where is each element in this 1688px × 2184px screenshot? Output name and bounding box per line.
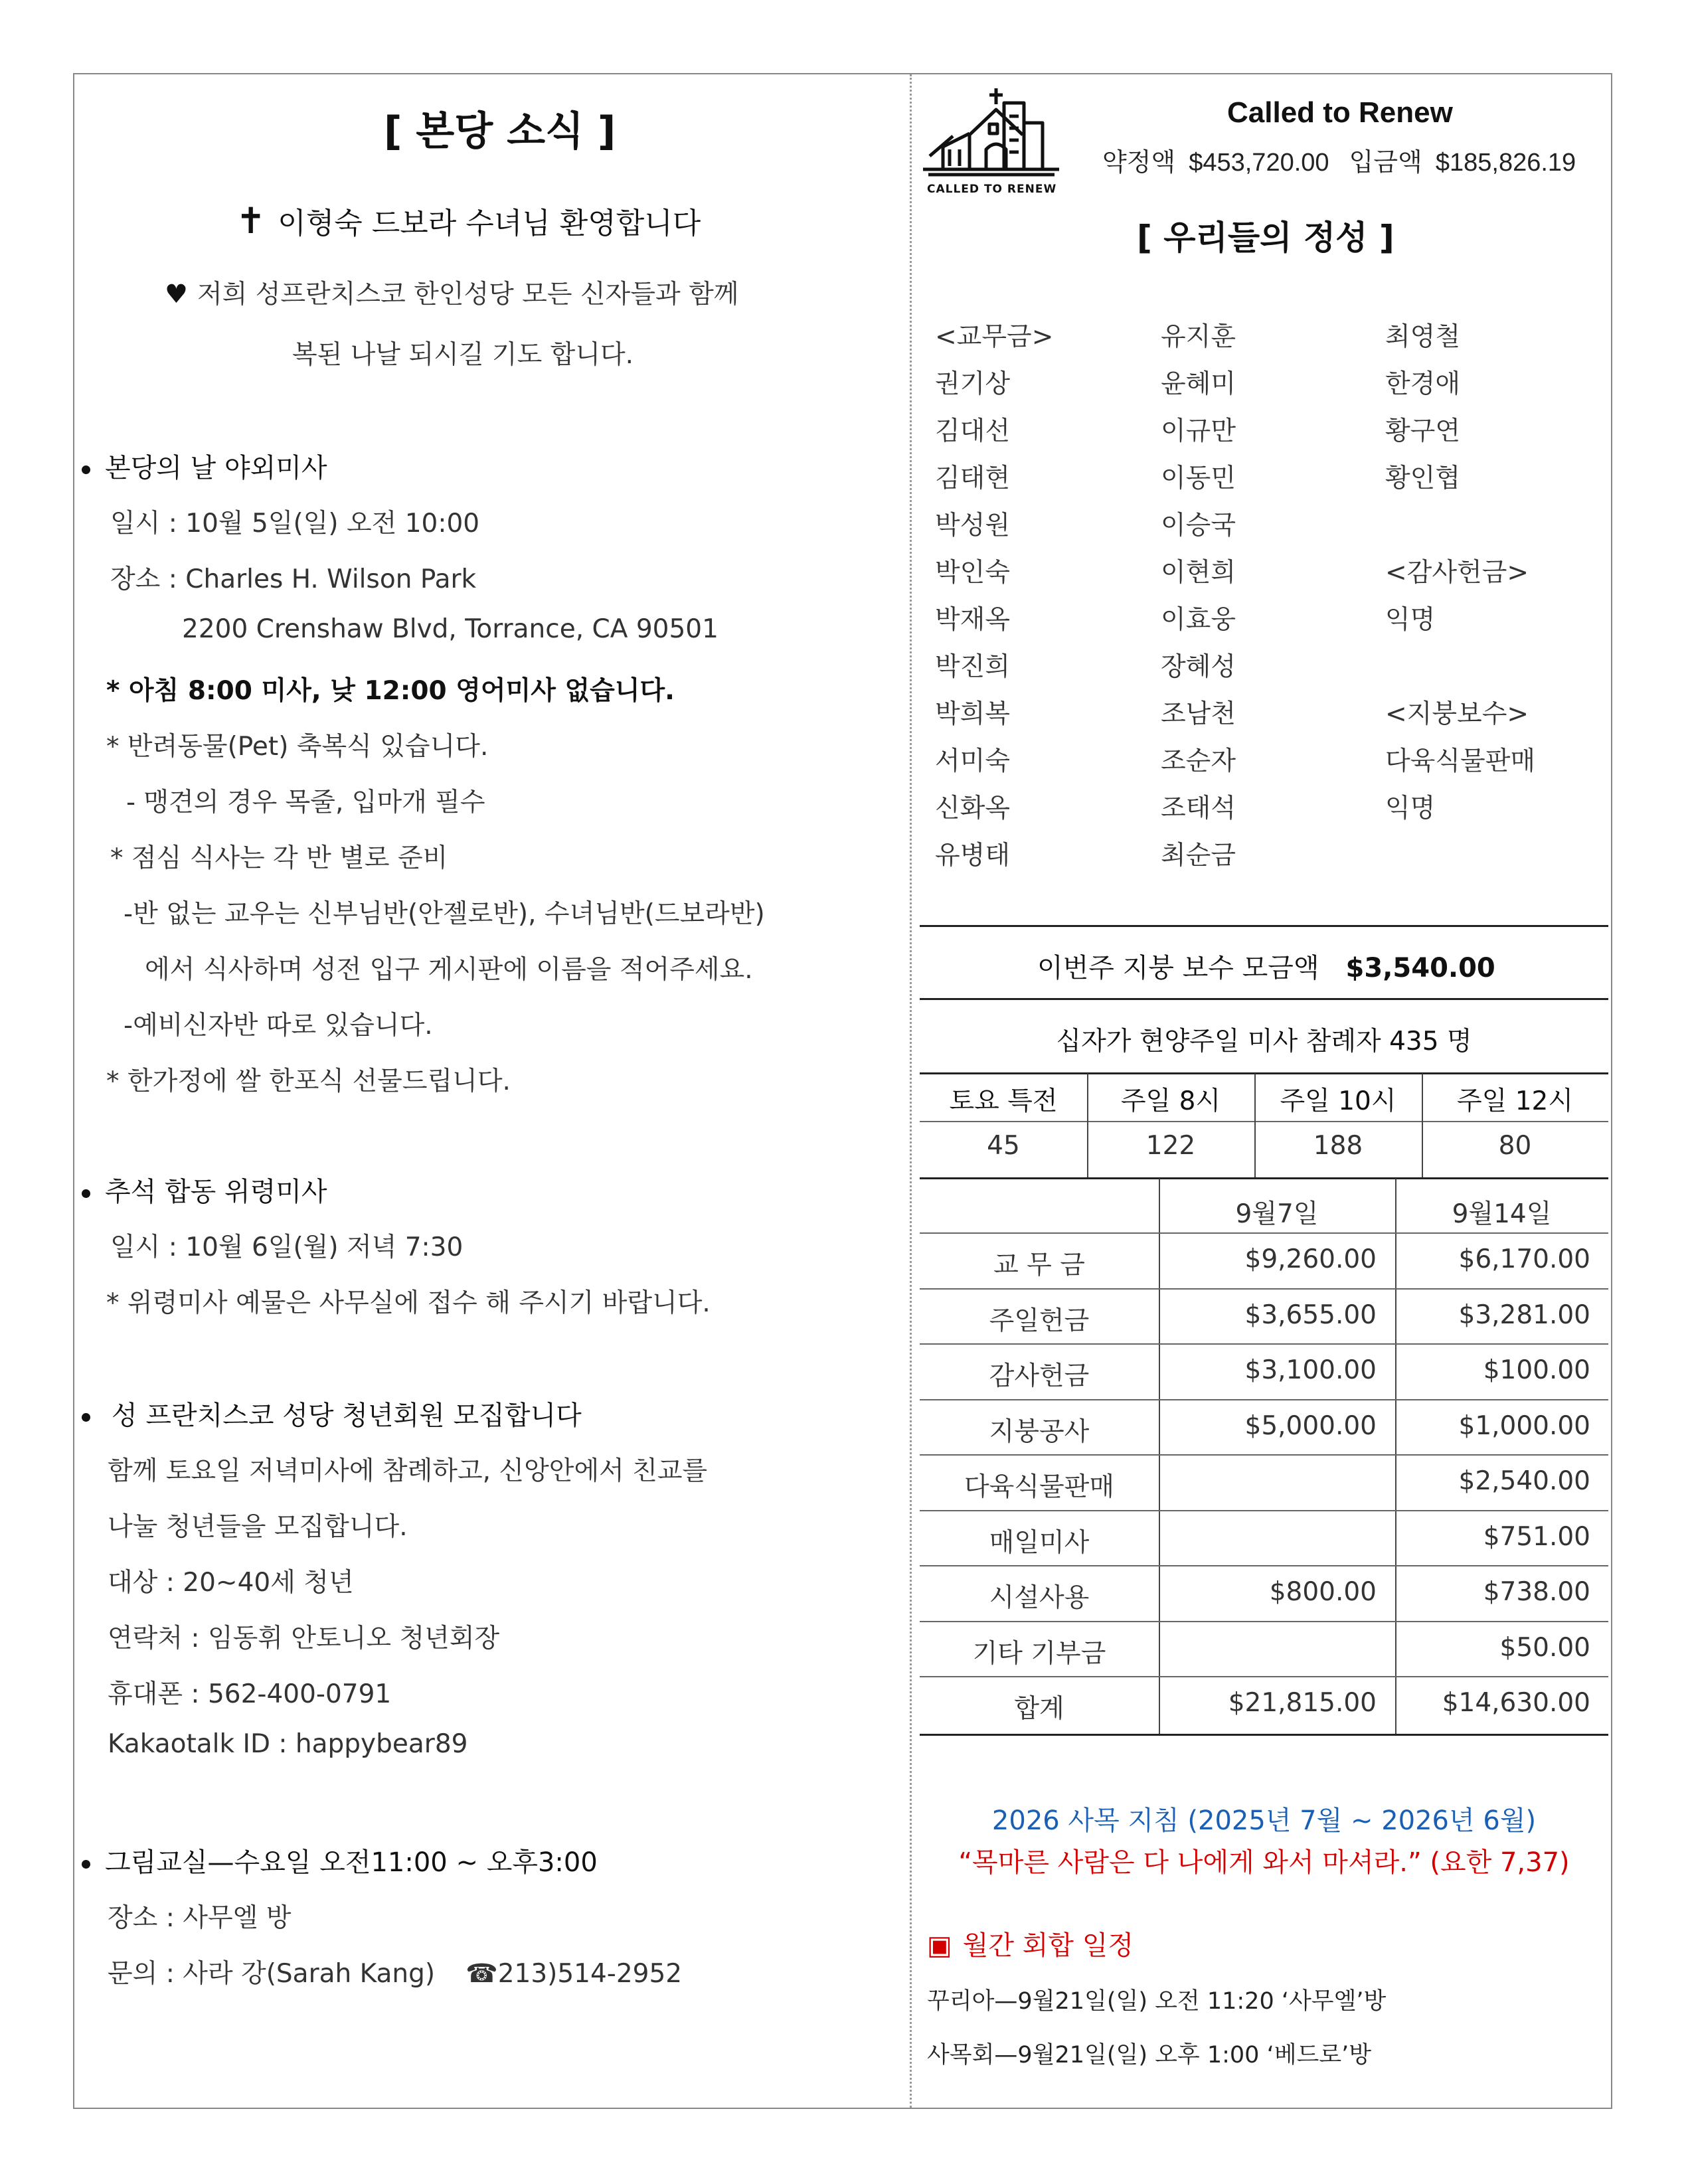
row-rule [920, 1621, 1608, 1622]
finance-value-week2: $3,281.00 [1458, 1300, 1590, 1330]
memorial-note: * 위령미사 예물은 사무실에 접수 해 주시기 바랍니다. [106, 1288, 711, 1318]
finance-label: 합계 [1014, 1694, 1064, 1724]
name-item: 박희복 [935, 699, 1011, 729]
feast-note-no-mass: * 아침 8:00 미사, 낮 12:00 영어미사 없습니다. [106, 676, 675, 706]
art-inquiry-row [108, 1953, 682, 1990]
name-item: 최영철 [1385, 322, 1461, 352]
name-item: 이규만 [1161, 416, 1236, 446]
row-rule [920, 1454, 1608, 1456]
memorial-title-row [82, 1171, 327, 1209]
finance-value-week2: $6,170.00 [1458, 1244, 1590, 1274]
name-item: 최순금 [1161, 841, 1236, 871]
name-item: 이동민 [1161, 463, 1236, 493]
finance-value-week1: $3,655.00 [1244, 1300, 1377, 1330]
pastoral-quote: “목마른 사람은 다 나에게 와서 마셔라.” (요한 7,37) [958, 1847, 1570, 1878]
rule [920, 1177, 1608, 1179]
names-col3 [1385, 316, 1535, 835]
bullet-icon [82, 465, 90, 474]
feast-note-catechumen: -예비신자반 따로 있습니다. [124, 1011, 433, 1041]
memorial-date: 일시 : 10월 6일(월) 저녁 7:30 [110, 1232, 464, 1262]
welcome-line1-row [165, 274, 738, 311]
finance-value-week1: $5,000.00 [1244, 1410, 1377, 1441]
row-rule [920, 1232, 1608, 1234]
attendance-value: 122 [1145, 1131, 1196, 1161]
name-item: 이현희 [1161, 558, 1236, 588]
meeting-item: 꾸리아—9월21일(일) 오전 11:20 ‘사무엘’방 [927, 1988, 1387, 2015]
column-divider [910, 74, 912, 2108]
pledge-value: $453,720.00 [1189, 149, 1329, 177]
youth-line1: 함께 토요일 저녁미사에 참례하고, 신앙안에서 친교를 [108, 1456, 708, 1486]
welcome-line1: 저희 성프란치스코 한인성당 모든 신자들과 함께 [197, 280, 739, 309]
rule [920, 998, 1608, 1000]
names-col2 [1161, 316, 1236, 882]
name-item: 이승국 [1161, 511, 1236, 541]
roof-total-row [1037, 947, 1495, 985]
finance-value-week2: $751.00 [1483, 1521, 1590, 1552]
row-rule [920, 1676, 1608, 1677]
finance-label: 매일미사 [989, 1527, 1090, 1558]
feast-date: 일시 : 10월 5일(일) 오전 10:00 [110, 509, 480, 539]
name-item: 박인숙 [935, 558, 1011, 588]
finance-value-week2: $50.00 [1499, 1632, 1590, 1663]
name-item: 신화옥 [935, 794, 1011, 823]
feast-note-lunch: * 점심 식사는 각 반 별로 준비 [110, 843, 448, 873]
bullet-icon [82, 1189, 90, 1198]
feast-note-leash: - 맹견의 경우 목줄, 입마개 필수 [126, 788, 485, 817]
finance-value-week1: $9,260.00 [1244, 1244, 1377, 1274]
attendance-header: 토요 특전 [949, 1086, 1058, 1116]
art-title-row [82, 1841, 598, 1879]
left-section-title: [ 본당 소식 ] [384, 108, 616, 155]
row-rule [920, 1510, 1608, 1511]
paid-label: 입금액 [1349, 147, 1422, 177]
roof-total-value: $3,540.00 [1345, 953, 1495, 983]
row-rule [920, 1343, 1608, 1345]
roof-total-label: 이번주 지붕 보수 모금액 [1037, 953, 1319, 983]
youth-title: 성 프란치스코 성당 청년회원 모집합니다 [112, 1400, 582, 1431]
pledge-label: 약정액 [1102, 147, 1176, 177]
welcome-headline: 이형숙 드보라 수녀님 환영합니다 [278, 207, 701, 240]
name-item: 박진희 [935, 652, 1011, 682]
attendance-header: 주일 10시 [1280, 1086, 1396, 1116]
art-tel: ☎213)514-2952 [465, 1959, 683, 1989]
finance-value-week2: $14,630.00 [1442, 1688, 1590, 1718]
name-item: 조남천 [1161, 699, 1236, 729]
meeting-item: 사목회—9월21일(일) 오후 1:00 ‘베드로’방 [927, 2042, 1372, 2068]
right-section-title: [ 우리들의 정성 ] [1137, 218, 1394, 257]
name-item: 박재옥 [935, 605, 1011, 635]
finance-value-week1: $800.00 [1269, 1577, 1377, 1607]
youth-phone: 휴대폰 : 562-400-0791 [108, 1679, 392, 1709]
bullet-icon [82, 1860, 90, 1869]
finance-label: 다육식물판매 [964, 1472, 1115, 1502]
feast-address: 2200 Crenshaw Blvd, Torrance, CA 90501 [182, 614, 718, 644]
name-item: 유병태 [935, 841, 1011, 871]
finance-value-week1: $3,100.00 [1244, 1355, 1377, 1385]
attendance-title: 십자가 현양주일 미사 참례자 435 명 [1056, 1027, 1472, 1056]
finance-date: 9월14일 [1452, 1199, 1552, 1229]
name-item: 익명 [1385, 605, 1436, 635]
campaign-title: Called to Renew [1227, 96, 1453, 129]
feast-note-pet: * 반려동물(Pet) 축복식 있습니다. [106, 732, 489, 762]
campaign-amounts [1102, 141, 1576, 178]
feast-title-row [82, 447, 327, 485]
name-item: 윤혜미 [1161, 369, 1236, 399]
attendance-header: 주일 8시 [1120, 1086, 1221, 1116]
feast-place: 장소 : Charles H. Wilson Park [110, 564, 477, 594]
names-col1 [935, 316, 1053, 882]
youth-contact: 연락처 : 임동휘 안토니오 청년회장 [108, 1624, 500, 1653]
name-item: 김대선 [935, 416, 1011, 446]
name-item: 익명 [1385, 794, 1436, 823]
attendance-value: 45 [987, 1131, 1020, 1161]
thanks-header: <감사헌금> [1385, 558, 1529, 588]
paid-value: $185,826.19 [1435, 149, 1576, 177]
feast-note-no-group: -반 없는 교우는 신부님반(안젤로반), 수녀님반(드보라반) [124, 899, 765, 929]
finance-label: 지붕공사 [989, 1416, 1090, 1447]
row-rule [920, 1288, 1608, 1290]
finance-value-week2: $100.00 [1483, 1355, 1590, 1385]
finance-value-week2: $738.00 [1483, 1577, 1590, 1607]
dues-header: <교무금> [935, 322, 1054, 352]
art-inquiry: 문의 : 사라 강(Sarah Kang) [108, 1959, 436, 1989]
heart-icon: ♥ [165, 280, 188, 309]
finance-label: 기타 기부금 [972, 1638, 1106, 1669]
name-item: 김태현 [935, 463, 1011, 493]
square-icon: ▣ [927, 1930, 952, 1961]
rule [920, 1072, 1608, 1074]
monthly-title: 월간 회합 일정 [962, 1930, 1134, 1961]
art-place: 장소 : 사무엘 방 [108, 1903, 292, 1933]
logo-caption: CALLED TO RENEW [927, 183, 1057, 196]
name-item: 유지훈 [1161, 322, 1236, 352]
feast-title: 본당의 날 야외미사 [105, 453, 327, 483]
youth-title-row [82, 1394, 582, 1432]
called-to-renew-logo [923, 83, 1062, 203]
finance-label: 시설사용 [989, 1583, 1090, 1613]
art-title: 그림교실—수요일 오전11:00 ~ 오후3:00 [105, 1847, 598, 1878]
name-item: 조순자 [1161, 746, 1236, 776]
attendance-value: 188 [1313, 1131, 1363, 1161]
name-item: 황인협 [1385, 463, 1461, 493]
name-item: 권기상 [935, 369, 1011, 399]
finance-value-week2: $2,540.00 [1458, 1466, 1590, 1496]
roof-header: <지붕보수> [1385, 699, 1529, 729]
name-item: 박성원 [935, 511, 1011, 541]
youth-target: 대상 : 20~40세 청년 [108, 1568, 354, 1598]
feast-note-board: 에서 식사하며 성전 입구 게시판에 이름을 적어주세요. [145, 955, 753, 985]
finance-label: 교 무 금 [993, 1250, 1085, 1280]
finance-label: 감사헌금 [989, 1361, 1090, 1391]
rule [920, 1121, 1608, 1122]
welcome-line2: 복된 나날 되시길 기도 합니다. [292, 340, 634, 370]
name-item: 서미숙 [935, 746, 1011, 776]
memorial-title: 추석 합동 위령미사 [105, 1177, 327, 1207]
youth-line2: 나눌 청년들을 모집합니다. [108, 1512, 408, 1542]
name-item: 한경애 [1385, 369, 1461, 399]
finance-value-week1: $21,815.00 [1228, 1688, 1377, 1718]
name-item: 황구연 [1385, 416, 1461, 446]
name-item: 조태석 [1161, 794, 1236, 823]
row-rule [920, 1399, 1608, 1400]
finance-date: 9월7일 [1235, 1199, 1319, 1229]
finance-label: 주일헌금 [989, 1305, 1090, 1336]
bullet-icon [82, 1413, 90, 1422]
name-item: 이효웅 [1161, 605, 1236, 635]
pastoral-title: 2026 사목 지침 (2025년 7월 ~ 2026년 6월) [991, 1806, 1537, 1836]
finance-value-week2: $1,000.00 [1458, 1410, 1590, 1441]
name-item: 다육식물판매 [1385, 746, 1536, 776]
rule [920, 1734, 1608, 1736]
row-rule [920, 1565, 1608, 1566]
attendance-header: 주일 12시 [1456, 1086, 1574, 1116]
feast-note-rice: * 한가정에 쌀 한포식 선물드립니다. [106, 1066, 511, 1096]
monthly-title-row [927, 1924, 1134, 1962]
cross-icon: ✝ [236, 200, 266, 242]
youth-kakao: Kakaotalk ID : happybear89 [108, 1729, 468, 1759]
attendance-value: 80 [1498, 1131, 1532, 1161]
name-item: 장혜성 [1161, 652, 1236, 682]
welcome-headline-row [236, 199, 701, 242]
rule [920, 925, 1608, 927]
